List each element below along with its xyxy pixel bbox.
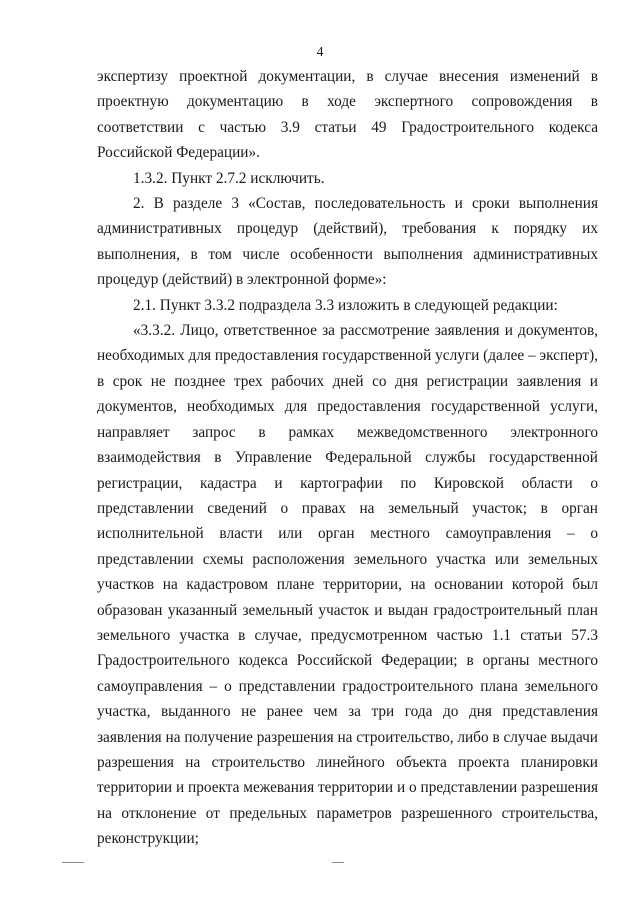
paragraph-item-1-3-2: 1.3.2. Пункт 2.7.2 исключить. (133, 169, 325, 187)
page-number: 4 (316, 45, 324, 60)
scan-mark-left (62, 862, 84, 863)
document-body (97, 64, 598, 852)
paragraph-continuation: экспертизу проектной документации, в случае внесения изменений в проектную документацию в ходе экспертного сопровождения в соответствии с частью 3.9 статьи 49 Градостроительного кодекса Российской Федерации». (97, 68, 598, 162)
paragraph-quote-3-3-2: «3.3.2. Лицо, ответственное за рассмотрение заявления и документов, необходимых для предоставления государственной услуги (далее – эксперт), в срок не позднее трех рабочих дней со дня регистрации заявления и документов, необходимых для предоставления государственной услуги, направляет запрос в рамках межведомственного электронного взаимодействия в Управление Федеральной службы государственной регистрации, кадастра и картографии по Кировской области о представлении сведений о правах на земельный участок; в орган исполнительной власти или орган местного самоуправления – о представлении схемы расположения земельного участка или земельных участков на кадастровом плане территории, на основании которой был образован указанный земельный участок и выдан градостроительный план земельного участка в случае, предусмотренном частью 1.1 статьи 57.3 Градостроительного кодекса Российской Федерации; в органы местного самоуправления – о представлении градостроительного плана земельного участка, выданного не ранее чем за три года до дня представления заявления на получение разрешения на строительство, либо в случае выдачи разрешения на строительство линейного объекта проекта планировки территории и проекта межевания территории и о представлении разрешения на отклонение от предельных параметров разрешенного строительства, реконструкции; (97, 322, 598, 848)
paragraph-item-2-1: 2.1. Пункт 3.3.2 подраздела 3.3 изложить в следующей редакции: (133, 296, 558, 314)
scan-artifact-marks (0, 862, 640, 872)
scan-mark-center (332, 862, 344, 863)
paragraph-item-2: 2. В разделе 3 «Состав, последовательность и сроки выполнения административных процедур (действий), требования к порядку их выполнения, в том числе особенности выполнения административных процедур (действий) в электронной форме»: (97, 195, 598, 289)
